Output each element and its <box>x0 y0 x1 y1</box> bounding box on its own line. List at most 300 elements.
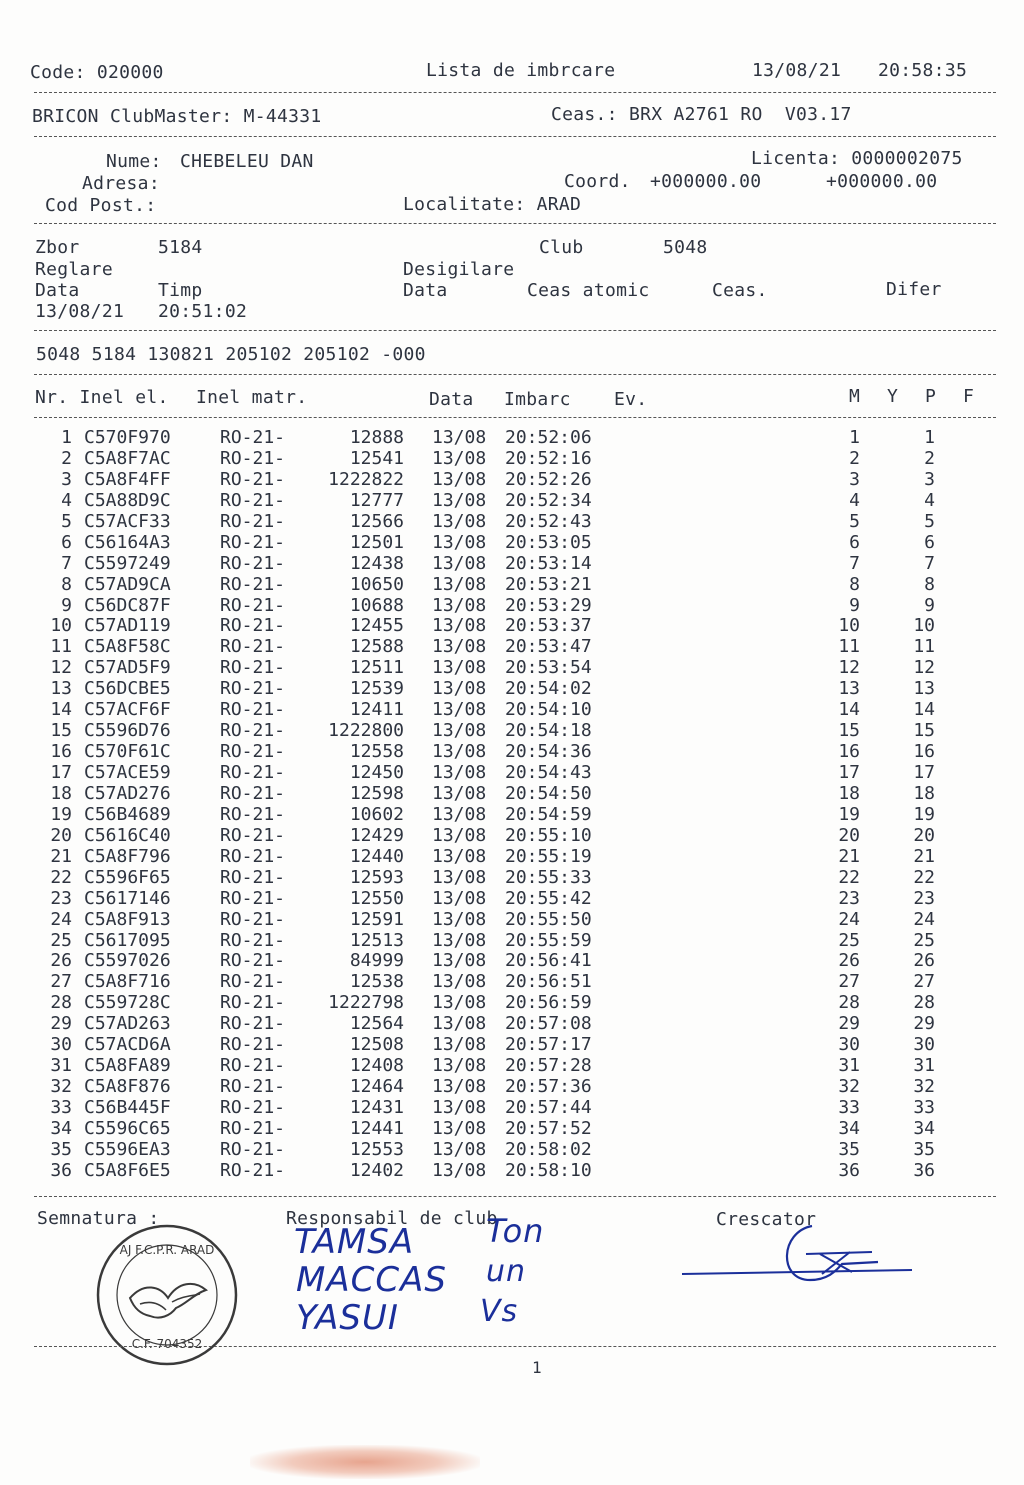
row-date: 13/08 <box>432 615 487 637</box>
row-p: 30 <box>913 1034 935 1056</box>
row-embark-time: 20:56:41 <box>505 950 592 972</box>
row-p: 23 <box>913 887 935 909</box>
document-title: Lista de imbrcare <box>426 60 616 81</box>
row-m: 8 <box>849 573 860 595</box>
row-date: 13/08 <box>432 468 487 490</box>
row-p: 15 <box>913 720 935 742</box>
row-inel-matr: 84999 <box>349 950 404 972</box>
row-inel-matr: 12564 <box>349 1013 404 1035</box>
row-inel-matr: 12455 <box>349 615 404 637</box>
row-ring-prefix: RO-21- <box>220 741 286 763</box>
row-nr: 19 <box>50 803 72 825</box>
row-embark-time: 20:53:47 <box>505 636 592 658</box>
ceas-atomic-label: Ceas atomic <box>527 280 650 301</box>
row-m: 18 <box>838 782 860 804</box>
row-ring-prefix: RO-21- <box>220 489 286 511</box>
row-inel-matr: 1222800 <box>328 720 404 742</box>
row-inel-matr: 12431 <box>349 1097 404 1118</box>
divider <box>34 92 996 93</box>
row-embark-time: 20:58:02 <box>505 1138 592 1160</box>
row-inel-matr: 12588 <box>349 636 404 658</box>
handwritten-name-1: TAMSA <box>294 1222 415 1262</box>
row-date: 13/08 <box>432 950 487 972</box>
row-embark-time: 20:53:05 <box>505 531 592 553</box>
row-date: 13/08 <box>432 929 487 951</box>
table-row <box>0 888 1024 909</box>
paper-stain <box>250 1445 480 1479</box>
divider <box>34 330 996 331</box>
row-embark-time: 20:54:50 <box>505 782 592 804</box>
difer-label: Difer <box>886 279 942 300</box>
row-embark-time: 20:57:44 <box>505 1097 592 1118</box>
table-row <box>0 448 1024 469</box>
row-inel-matr: 12440 <box>349 845 404 867</box>
row-date: 13/08 <box>432 531 487 553</box>
row-nr: 18 <box>50 782 72 804</box>
row-nr: 15 <box>50 720 72 742</box>
row-ring-prefix: RO-21- <box>220 1034 286 1056</box>
row-m: 31 <box>838 1055 860 1077</box>
row-p: 6 <box>924 531 935 553</box>
pigeon-table <box>0 427 1024 1181</box>
row-nr: 22 <box>50 866 72 888</box>
row-p: 12 <box>913 657 935 679</box>
row-inel-el: C5A8FA89 <box>84 1055 171 1077</box>
row-inel-el: C57AD119 <box>84 615 171 637</box>
row-ring-prefix: RO-21- <box>220 447 286 469</box>
row-p: 25 <box>913 929 935 951</box>
row-m: 29 <box>838 1013 860 1035</box>
row-p: 1 <box>924 427 935 448</box>
club-value: 5048 <box>663 237 708 258</box>
row-embark-time: 20:52:26 <box>505 468 592 490</box>
zbor-label: Zbor <box>35 237 80 258</box>
row-date: 13/08 <box>432 887 487 909</box>
row-nr: 28 <box>50 992 72 1014</box>
col-inel-matr: Inel matr. <box>196 387 308 408</box>
row-nr: 20 <box>50 824 72 846</box>
row-inel-matr: 10688 <box>349 594 404 616</box>
col-imbarc: Imbarc <box>504 389 571 410</box>
row-embark-time: 20:54:10 <box>505 699 592 721</box>
row-m: 30 <box>838 1034 860 1056</box>
print-date: 13/08/21 <box>752 60 842 81</box>
table-row <box>0 615 1024 636</box>
table-row <box>0 1097 1024 1118</box>
row-date: 13/08 <box>432 824 487 846</box>
col-p: P <box>925 386 937 407</box>
row-inel-el: C559728C <box>84 992 171 1014</box>
row-ring-prefix: RO-21- <box>220 1013 286 1035</box>
row-ring-prefix: RO-21- <box>220 950 286 972</box>
row-ring-prefix: RO-21- <box>220 845 286 867</box>
table-row <box>0 1055 1024 1076</box>
row-date: 13/08 <box>432 762 487 783</box>
row-inel-el: C5617095 <box>84 929 171 951</box>
adresa-label: Adresa: <box>82 173 160 194</box>
row-p: 32 <box>913 1076 935 1098</box>
table-row <box>0 825 1024 846</box>
row-m: 34 <box>838 1117 860 1139</box>
owner-name: CHEBELEU DAN <box>180 151 314 172</box>
row-p: 29 <box>913 1013 935 1035</box>
row-embark-time: 20:55:42 <box>505 887 592 909</box>
row-embark-time: 20:55:50 <box>505 908 592 930</box>
handwritten-initial-2: un <box>486 1254 527 1289</box>
table-row <box>0 469 1024 490</box>
table-row <box>0 971 1024 992</box>
row-date: 13/08 <box>432 1076 487 1098</box>
row-p: 21 <box>913 845 935 867</box>
row-date: 13/08 <box>432 699 487 721</box>
row-inel-matr: 12777 <box>349 489 404 511</box>
row-ring-prefix: RO-21- <box>220 908 286 930</box>
row-m: 2 <box>849 447 860 469</box>
row-ring-prefix: RO-21- <box>220 573 286 595</box>
row-m: 7 <box>849 552 860 574</box>
table-row <box>0 657 1024 678</box>
row-inel-matr: 12550 <box>349 887 404 909</box>
row-date: 13/08 <box>432 741 487 763</box>
row-p: 18 <box>913 782 935 804</box>
club-label: Club <box>539 237 584 258</box>
reglare-date: 13/08/21 <box>35 301 125 322</box>
row-nr: 27 <box>50 971 72 993</box>
data-label: Data <box>35 280 80 301</box>
row-p: 10 <box>913 615 935 637</box>
row-embark-time: 20:55:10 <box>505 824 592 846</box>
row-date: 13/08 <box>432 636 487 658</box>
row-p: 16 <box>913 741 935 763</box>
row-m: 4 <box>849 489 860 511</box>
row-m: 16 <box>838 741 860 763</box>
row-ring-prefix: RO-21- <box>220 824 286 846</box>
row-inel-el: C57AD5F9 <box>84 657 171 679</box>
row-date: 13/08 <box>432 1097 487 1118</box>
row-embark-time: 20:56:51 <box>505 971 592 993</box>
row-date: 13/08 <box>432 992 487 1014</box>
row-inel-el: C5596C65 <box>84 1117 171 1139</box>
row-inel-el: C56B445F <box>84 1097 171 1118</box>
row-nr: 8 <box>61 573 72 595</box>
row-inel-el: C56B4689 <box>84 803 171 825</box>
cod-post-label: Cod Post.: <box>45 195 157 216</box>
row-m: 24 <box>838 908 860 930</box>
handwritten-name-3: YASUI <box>296 1298 399 1338</box>
summary-line: 5048 5184 130821 205102 205102 -000 <box>36 344 426 365</box>
col-nr-inel-el: Nr. Inel el. <box>35 387 169 408</box>
semnatura-label: Semnatura : <box>37 1208 160 1229</box>
row-nr: 36 <box>50 1159 72 1181</box>
row-inel-el: C570F970 <box>84 427 171 448</box>
row-ring-prefix: RO-21- <box>220 636 286 658</box>
row-inel-matr: 12566 <box>349 510 404 532</box>
table-row <box>0 867 1024 888</box>
row-m: 22 <box>838 866 860 888</box>
table-row <box>0 511 1024 532</box>
col-m: M <box>849 386 861 407</box>
row-inel-el: C5A8F796 <box>84 845 171 867</box>
row-inel-matr: 12888 <box>349 427 404 448</box>
row-nr: 2 <box>61 447 72 469</box>
row-date: 13/08 <box>432 594 487 616</box>
row-m: 32 <box>838 1076 860 1098</box>
nume-label: Nume: <box>106 151 162 172</box>
row-nr: 16 <box>50 741 72 763</box>
row-nr: 33 <box>50 1097 72 1118</box>
row-p: 9 <box>924 594 935 616</box>
row-inel-el: C57AD9CA <box>84 573 171 595</box>
row-inel-matr: 12513 <box>349 929 404 951</box>
table-row <box>0 846 1024 867</box>
table-row <box>0 741 1024 762</box>
row-nr: 5 <box>61 510 72 532</box>
row-ring-prefix: RO-21- <box>220 971 286 993</box>
reglare-time: 20:51:02 <box>158 301 248 322</box>
col-ev: Ev. <box>614 389 648 410</box>
row-inel-el: C5597249 <box>84 552 171 574</box>
table-row <box>0 532 1024 553</box>
row-ring-prefix: RO-21- <box>220 1159 286 1181</box>
row-inel-el: C56164A3 <box>84 531 171 553</box>
table-row <box>0 490 1024 511</box>
row-inel-el: C5A8F7AC <box>84 447 171 469</box>
responsabil-label: Responsabil de club <box>286 1208 498 1229</box>
table-row <box>0 678 1024 699</box>
handwritten-name-2: MACCAS <box>296 1260 447 1300</box>
divider <box>34 1196 996 1197</box>
row-ring-prefix: RO-21- <box>220 1055 286 1077</box>
row-p: 22 <box>913 866 935 888</box>
row-m: 12 <box>838 657 860 679</box>
row-inel-matr: 12541 <box>349 447 404 469</box>
table-row <box>0 1139 1024 1160</box>
divider <box>34 417 996 418</box>
col-f: F <box>963 386 975 407</box>
row-nr: 11 <box>50 636 72 658</box>
row-inel-el: C5616C40 <box>84 824 171 846</box>
row-m: 27 <box>838 971 860 993</box>
row-m: 28 <box>838 992 860 1014</box>
row-date: 13/08 <box>432 427 487 448</box>
row-embark-time: 20:52:34 <box>505 489 592 511</box>
row-m: 15 <box>838 720 860 742</box>
table-row <box>0 1076 1024 1097</box>
row-embark-time: 20:53:14 <box>505 552 592 574</box>
table-row <box>0 762 1024 783</box>
row-m: 17 <box>838 762 860 783</box>
row-p: 26 <box>913 950 935 972</box>
row-date: 13/08 <box>432 908 487 930</box>
row-nr: 32 <box>50 1076 72 1098</box>
divider <box>34 136 996 137</box>
row-inel-el: C5A8F6E5 <box>84 1159 171 1181</box>
row-date: 13/08 <box>432 971 487 993</box>
row-inel-matr: 12539 <box>349 678 404 700</box>
row-m: 21 <box>838 845 860 867</box>
row-embark-time: 20:55:33 <box>505 866 592 888</box>
row-inel-matr: 12429 <box>349 824 404 846</box>
row-m: 9 <box>849 594 860 616</box>
row-p: 19 <box>913 803 935 825</box>
row-nr: 4 <box>61 489 72 511</box>
table-row <box>0 1034 1024 1055</box>
row-inel-el: C5A8F913 <box>84 908 171 930</box>
row-p: 5 <box>924 510 935 532</box>
desigilare-data-label: Data <box>403 280 448 301</box>
row-ring-prefix: RO-21- <box>220 678 286 700</box>
row-ring-prefix: RO-21- <box>220 427 286 448</box>
row-nr: 21 <box>50 845 72 867</box>
divider <box>34 1346 996 1347</box>
row-p: 31 <box>913 1055 935 1077</box>
row-inel-matr: 12593 <box>349 866 404 888</box>
row-m: 33 <box>838 1097 860 1118</box>
row-date: 13/08 <box>432 782 487 804</box>
row-p: 27 <box>913 971 935 993</box>
row-nr: 23 <box>50 887 72 909</box>
row-m: 10 <box>838 615 860 637</box>
row-inel-el: C5596D76 <box>84 720 171 742</box>
row-embark-time: 20:57:08 <box>505 1013 592 1035</box>
row-p: 28 <box>913 992 935 1014</box>
row-m: 11 <box>838 636 860 658</box>
table-row <box>0 909 1024 930</box>
row-nr: 17 <box>50 762 72 783</box>
row-m: 1 <box>849 427 860 448</box>
table-row <box>0 783 1024 804</box>
table-row <box>0 595 1024 616</box>
row-ring-prefix: RO-21- <box>220 468 286 490</box>
row-inel-matr: 12402 <box>349 1159 404 1181</box>
row-date: 13/08 <box>432 866 487 888</box>
coord-y: +000000.00 <box>826 171 938 192</box>
row-m: 19 <box>838 803 860 825</box>
row-ring-prefix: RO-21- <box>220 615 286 637</box>
row-embark-time: 20:52:06 <box>505 427 592 448</box>
row-embark-time: 20:52:43 <box>505 510 592 532</box>
row-inel-el: C57ACD6A <box>84 1034 171 1056</box>
row-inel-matr: 12511 <box>349 657 404 679</box>
clock-text: Ceas.: BRX A2761 RO V03.17 <box>551 104 852 125</box>
row-p: 20 <box>913 824 935 846</box>
row-inel-matr: 12438 <box>349 552 404 574</box>
row-inel-el: C57ACE59 <box>84 762 171 783</box>
row-inel-matr: 12598 <box>349 782 404 804</box>
row-inel-el: C56DC87F <box>84 594 171 616</box>
row-inel-matr: 12408 <box>349 1055 404 1077</box>
row-p: 13 <box>913 678 935 700</box>
table-row <box>0 1118 1024 1139</box>
row-inel-matr: 12441 <box>349 1117 404 1139</box>
row-nr: 3 <box>61 468 72 490</box>
crescator-label: Crescator <box>716 1209 817 1230</box>
row-embark-time: 20:53:37 <box>505 615 592 637</box>
row-nr: 6 <box>61 531 72 553</box>
ceas-label: Ceas. <box>712 280 768 301</box>
row-p: 36 <box>913 1159 935 1181</box>
divider <box>34 374 996 375</box>
row-embark-time: 20:57:17 <box>505 1034 592 1056</box>
club-stamp <box>96 1224 238 1366</box>
row-m: 3 <box>849 468 860 490</box>
row-m: 26 <box>838 950 860 972</box>
locality-text: Localitate: ARAD <box>403 194 582 215</box>
row-nr: 29 <box>50 1013 72 1035</box>
row-ring-prefix: RO-21- <box>220 594 286 616</box>
row-embark-time: 20:57:36 <box>505 1076 592 1098</box>
row-embark-time: 20:54:36 <box>505 741 592 763</box>
reglare-label: Reglare <box>35 259 113 280</box>
row-embark-time: 20:55:59 <box>505 929 592 951</box>
table-row <box>0 1013 1024 1034</box>
stamp-text-bottom: C.F. 704352 <box>131 1337 203 1351</box>
row-embark-time: 20:57:52 <box>505 1117 592 1139</box>
row-inel-matr: 10602 <box>349 803 404 825</box>
row-ring-prefix: RO-21- <box>220 887 286 909</box>
row-nr: 34 <box>50 1117 72 1139</box>
row-nr: 31 <box>50 1055 72 1077</box>
table-row <box>0 553 1024 574</box>
row-ring-prefix: RO-21- <box>220 1138 286 1160</box>
row-m: 35 <box>838 1138 860 1160</box>
coord-label: Coord. <box>564 171 631 192</box>
row-embark-time: 20:52:16 <box>505 447 592 469</box>
row-ring-prefix: RO-21- <box>220 1117 286 1139</box>
row-date: 13/08 <box>432 489 487 511</box>
row-p: 8 <box>924 573 935 595</box>
table-row <box>0 804 1024 825</box>
row-p: 35 <box>913 1138 935 1160</box>
licence-text: Licenta: 0000002075 <box>751 148 963 169</box>
print-time: 20:58:35 <box>878 60 968 81</box>
stamp-text-top: AJ F.C.P.R. ARAD <box>119 1243 215 1257</box>
row-inel-el: C5A8F716 <box>84 971 171 993</box>
row-m: 20 <box>838 824 860 846</box>
row-inel-matr: 12591 <box>349 908 404 930</box>
row-nr: 1 <box>61 427 72 448</box>
row-m: 25 <box>838 929 860 951</box>
row-date: 13/08 <box>432 552 487 574</box>
row-date: 13/08 <box>432 1013 487 1035</box>
timp-label: Timp <box>158 280 203 301</box>
desigilare-label: Desigilare <box>403 259 515 280</box>
page-number: 1 <box>532 1358 542 1377</box>
row-date: 13/08 <box>432 720 487 742</box>
row-inel-el: C5A8F58C <box>84 636 171 658</box>
row-ring-prefix: RO-21- <box>220 510 286 532</box>
row-inel-el: C57AD276 <box>84 782 171 804</box>
row-date: 13/08 <box>432 510 487 532</box>
row-ring-prefix: RO-21- <box>220 1076 286 1098</box>
row-m: 36 <box>838 1159 860 1181</box>
row-date: 13/08 <box>432 845 487 867</box>
row-inel-el: C57ACF6F <box>84 699 171 721</box>
handwritten-initial-1: Ton <box>486 1212 545 1250</box>
row-p: 34 <box>913 1117 935 1139</box>
row-inel-matr: 12450 <box>349 762 404 783</box>
row-inel-matr: 12464 <box>349 1076 404 1098</box>
col-y: Y <box>887 386 899 407</box>
row-inel-el: C5596F65 <box>84 866 171 888</box>
table-row <box>0 1160 1024 1181</box>
row-inel-matr: 12553 <box>349 1138 404 1160</box>
row-date: 13/08 <box>432 573 487 595</box>
row-inel-el: C5596EA3 <box>84 1138 171 1160</box>
row-embark-time: 20:56:59 <box>505 992 592 1014</box>
row-inel-el: C57ACF33 <box>84 510 171 532</box>
row-p: 33 <box>913 1097 935 1118</box>
